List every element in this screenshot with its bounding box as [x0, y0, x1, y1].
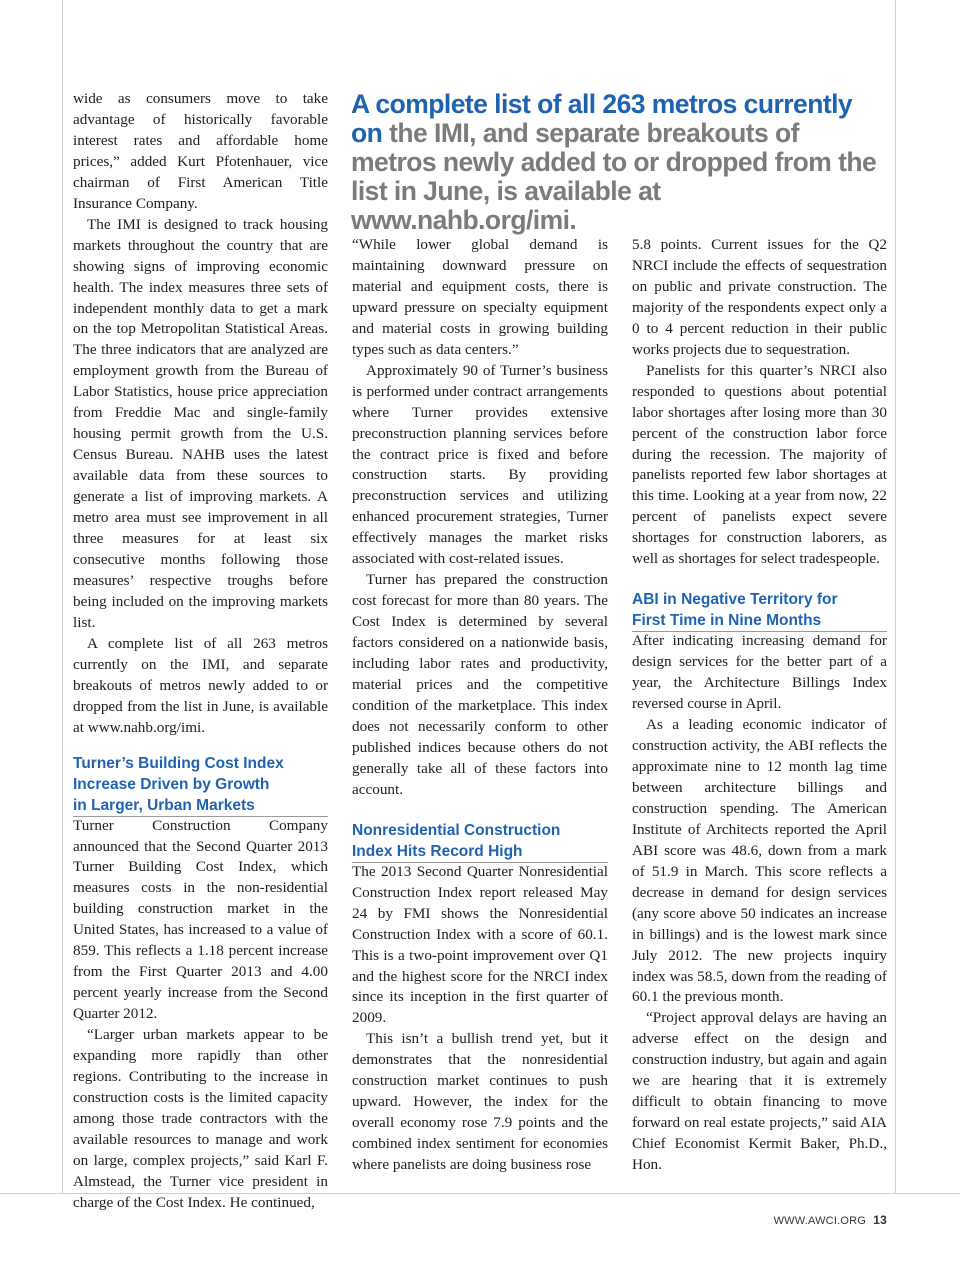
paragraph: “Larger urban markets appear to be expanding more rapidly than other regions. Contributing to the increase in construction costs is the limited capacity among those trade contractors with the available resources to manage and work on large, complex projects,” said Karl F. Almstead, the Turner vice president in charge of the Cost Index. He continued,	[73, 1026, 328, 1211]
paragraph: wide as consumers move to take advantage of historically favorable interest rates and affordable home prices,” added Kurt Pfotenhauer, vice chairman of First American Title Insurance Company.	[73, 90, 328, 212]
column-1	[73, 89, 328, 1214]
footer-site: WWW.AWCI.ORG	[773, 1215, 866, 1227]
heading-line: First Time in Nine Months	[632, 612, 822, 630]
heading-rule	[632, 631, 887, 632]
paragraph: Panelists for this quarter’s NRCI also responded to questions about potential labor shortages after losing more than 30 percent of the construction labor force during the recession. The majority of panelists reported few labor shortages at this time. Looking at a year from now, 22 percent of panelists expect severe shortages for construction laborers, as well as shortages for select tradespeople.	[632, 361, 887, 568]
pull-quote	[351, 90, 881, 235]
paragraph: “While lower global demand is maintaining downward pressure on material and equipment costs, there is upward pressure on specialty equipment and material costs in growing building types such as data centers.”	[352, 236, 608, 358]
section-heading-turner	[73, 753, 328, 816]
paragraph: After indicating increasing demand for design services for the better part of a year, the Architecture Billings Index reversed course in April.	[632, 632, 887, 713]
paragraph: Approximately 90 of Turner’s business is performed under contract arrangements where Turner provides extensive preconstruction planning services before the contract price is fixed and before construction starts. By providing preconstruction services and utilizing enhanced procurement strategies, Turner effectively manages the market risks associated with cost-related issues.	[352, 361, 608, 568]
paragraph: As a leading economic indicator of construction activity, the ABI reflects the approximate nine to 12 month lag time between architecture billings and construction spending. The American Institute of Architects reported the April ABI score was 48.6, down from a mark of 51.9 in March. This score reflects a decrease in demand for design services (any score above 50 indicates an increase in billings) and is the lowest mark since July 2012. The new projects inquiry index was 58.5, down from the reading of 60.1 the previous month.	[632, 716, 887, 1006]
paragraph: Turner has prepared the construction cost forecast for more than 80 years. The Cost Index is determined by several factors considered on a nationwide basis, including labor rates and productivity, material prices and the competitive condition of the marketplace. This index does not necessarily conform to other published indices because others do not generally take all of these factors into account.	[352, 571, 608, 798]
page-footer	[774, 1213, 887, 1227]
paragraph: A complete list of all 263 metros currently on the IMI, and separate breakouts of metros newly added to or dropped from the list in June, is available at www.nahb.org/imi.	[73, 634, 328, 736]
section-heading-nrci	[352, 820, 608, 862]
heading-rule	[73, 816, 328, 817]
heading-line: ABI in Negative Territory for	[632, 591, 838, 609]
column-3	[632, 235, 887, 1176]
paragraph: The IMI is designed to track housing markets throughout the country that are showing signs of improving economic health. The index measures three sets of independent monthly data to get a mark on the top Metropolitan Statistical Areas. The three indicators that are analyzed are employment growth from the Bureau of Labor Statistics, house price appreciation from Freddie Mac and single-family housing permit growth from the U.S. Census Bureau. NAHB uses the latest available data from these sources to generate a list of improving markets. A metro area must see improvement in all three measures for at least six consecutive months following those measures’ respective troughs before being included on the improving markets list.	[73, 215, 328, 631]
paragraph: “Project approval delays are having an adverse effect on the design and construction industry, but again and again we are hearing that it is extremely difficult to obtain financing to move forward on real estate projects,” said AIA Chief Economist Kermit Baker, Ph.D., Hon.	[632, 1009, 887, 1174]
paragraph: The 2013 Second Quarter Nonresidential Construction Index report released May 24 by FMI shows the Nonresidential Construction Index with a score of 60.1. This is a two-point improvement over Q1 and the highest score for the NRCI index since its inception in the first quarter of 2009.	[352, 862, 608, 1027]
left-margin-rule	[62, 0, 63, 1193]
column-2	[352, 235, 608, 1176]
section-heading-abi	[632, 589, 887, 631]
right-margin-rule	[895, 0, 896, 1193]
page-number: 13	[873, 1213, 887, 1227]
heading-line: Increase Driven by Growth	[73, 775, 270, 793]
heading-rule	[352, 862, 608, 863]
paragraph: This isn’t a bullish trend yet, but it demonstrates that the nonresidential construction market continues to push upward. However, the index for the overall economy rose 7.9 points and the combined index sentiment for economies where panelists are doing business rose	[352, 1030, 608, 1174]
heading-line: Nonresidential Construction	[352, 821, 561, 839]
heading-line: in Larger, Urban Markets	[73, 796, 255, 814]
paragraph: 5.8 points. Current issues for the Q2 NRCI include the effects of sequestration on public and private construction. The majority of the respondents expect only a 0 to 4 percent reduction in their public works projects due to sequestration.	[632, 236, 887, 358]
paragraph: Turner Construction Company announced that the Second Quarter 2013 Turner Building Cost Index, which measures costs in the non-residential building construction market in the United States, has increased to a value of 859. This reflects a 1.18 percent increase from the First Quarter 2013 and 4.00 percent yearly increase from the Second Quarter 2012.	[73, 816, 328, 1023]
pull-quote-text: the IMI, and separate breakouts of metros newly added to or dropped from the list in June, is available at www.nahb.org/imi.	[351, 118, 877, 235]
pull-quote-highlight: A complete list of all 263 metros currently on	[351, 89, 853, 148]
heading-line: Index Hits Record High	[352, 842, 523, 860]
heading-line: Turner’s Building Cost Index	[73, 754, 284, 772]
